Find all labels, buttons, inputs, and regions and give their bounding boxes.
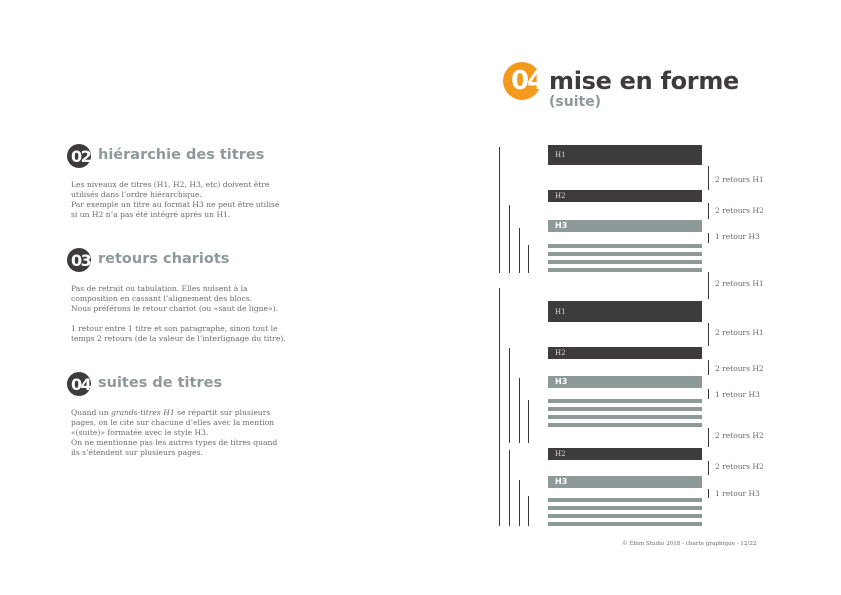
spacing-tick bbox=[708, 389, 709, 399]
section-number: 03 bbox=[71, 251, 91, 270]
title-block-h3: H3 bbox=[548, 220, 702, 232]
text-line bbox=[548, 407, 702, 411]
section-body: Pas de retrait ou tabulation. Elles nuisent à la composition en cassant l’alignement des blocs. Nous préférons le retour chariot (ou «saut de ligne»). 1 retour entre 1 titre et son paragraphe, sinon tout le temps 2 retours (de la valeur de l’interlignage du titre). bbox=[71, 284, 286, 343]
spacing-annotation: 2 retours H2 bbox=[715, 206, 764, 215]
spacing-tick bbox=[708, 489, 709, 498]
spacing-tick bbox=[708, 323, 709, 346]
level-line-h2 bbox=[509, 205, 510, 273]
spacing-tick bbox=[708, 166, 709, 190]
level-line-h1 bbox=[499, 147, 500, 273]
page-subtitle: (suite) bbox=[549, 94, 602, 110]
text-line bbox=[548, 244, 702, 248]
spacing-tick bbox=[708, 461, 709, 475]
level-line-h3 bbox=[519, 228, 520, 273]
level-line-h3 bbox=[519, 378, 520, 443]
title-block-h2: H2 bbox=[548, 448, 702, 460]
text-line bbox=[548, 415, 702, 419]
spacing-tick bbox=[708, 360, 709, 375]
title-block-h2: H2 bbox=[548, 347, 702, 359]
title-block-h3: H3 bbox=[548, 376, 702, 388]
level-line-text bbox=[528, 496, 529, 526]
spacing-annotation: 1 retour H3 bbox=[715, 489, 760, 498]
level-line-text bbox=[528, 400, 529, 443]
text-line bbox=[548, 522, 702, 526]
page-footer: © Ebim Studio 2018 - charte graphique - 12/22 bbox=[622, 541, 757, 547]
section-body: Les niveaux de titres (H1, H2, H3, etc) doivent être utilisés dans l’ordre hiérarchique. Par exemple un titre au format H3 ne peut être utilisé si un H2 n’a pas été intégré après un H1. bbox=[71, 180, 280, 219]
spacing-annotation: 2 retours H2 bbox=[715, 364, 764, 373]
title-block-h1: H1 bbox=[548, 301, 702, 322]
text-line bbox=[548, 268, 702, 272]
section-body: Quand un grands-titres H1 se répartit sur plusieurs pages, on le cite sur chacune d’elles avec la mention «(suite)» formatée avec le style H3. On ne mentionne pas les autres types de titres quand ils s’étendent sur plusieurs pages. bbox=[71, 408, 278, 457]
section-title: suites de titres bbox=[98, 375, 223, 391]
spacing-annotation: 1 retour H3 bbox=[715, 390, 760, 399]
section-number: 04 bbox=[71, 375, 91, 394]
section-title: hiérarchie des titres bbox=[98, 147, 265, 163]
text-line bbox=[548, 506, 702, 510]
text-line bbox=[548, 514, 702, 518]
spacing-tick bbox=[708, 428, 709, 447]
title-block-h3: H3 bbox=[548, 476, 702, 488]
level-line-text bbox=[528, 245, 529, 273]
spacing-annotation: 2 retours H1 bbox=[715, 279, 764, 288]
spacing-annotation: 1 retour H3 bbox=[715, 232, 760, 241]
text-line bbox=[548, 252, 702, 256]
level-line-h2 bbox=[509, 348, 510, 443]
title-block-h2: H2 bbox=[548, 190, 702, 202]
spacing-annotation: 2 retours H1 bbox=[715, 175, 764, 184]
text-line bbox=[548, 399, 702, 403]
spacing-tick bbox=[708, 233, 709, 243]
title-block-h1: H1 bbox=[548, 145, 702, 165]
level-line-h1 bbox=[499, 288, 500, 526]
spacing-annotation: 2 retours H1 bbox=[715, 328, 764, 337]
level-line-h2 bbox=[509, 450, 510, 526]
section-number: 02 bbox=[71, 147, 91, 166]
page-title: mise en forme bbox=[549, 67, 740, 95]
text-line bbox=[548, 498, 702, 502]
text-line bbox=[548, 260, 702, 264]
level-line-h3 bbox=[519, 480, 520, 526]
spacing-annotation: 2 retours H2 bbox=[715, 462, 764, 471]
text-line bbox=[548, 423, 702, 427]
spacing-tick bbox=[708, 203, 709, 219]
section-title: retours chariots bbox=[98, 251, 230, 267]
spacing-annotation: 2 retours H2 bbox=[715, 431, 764, 440]
chapter-number: 04 bbox=[511, 66, 544, 96]
spacing-tick bbox=[708, 272, 709, 299]
